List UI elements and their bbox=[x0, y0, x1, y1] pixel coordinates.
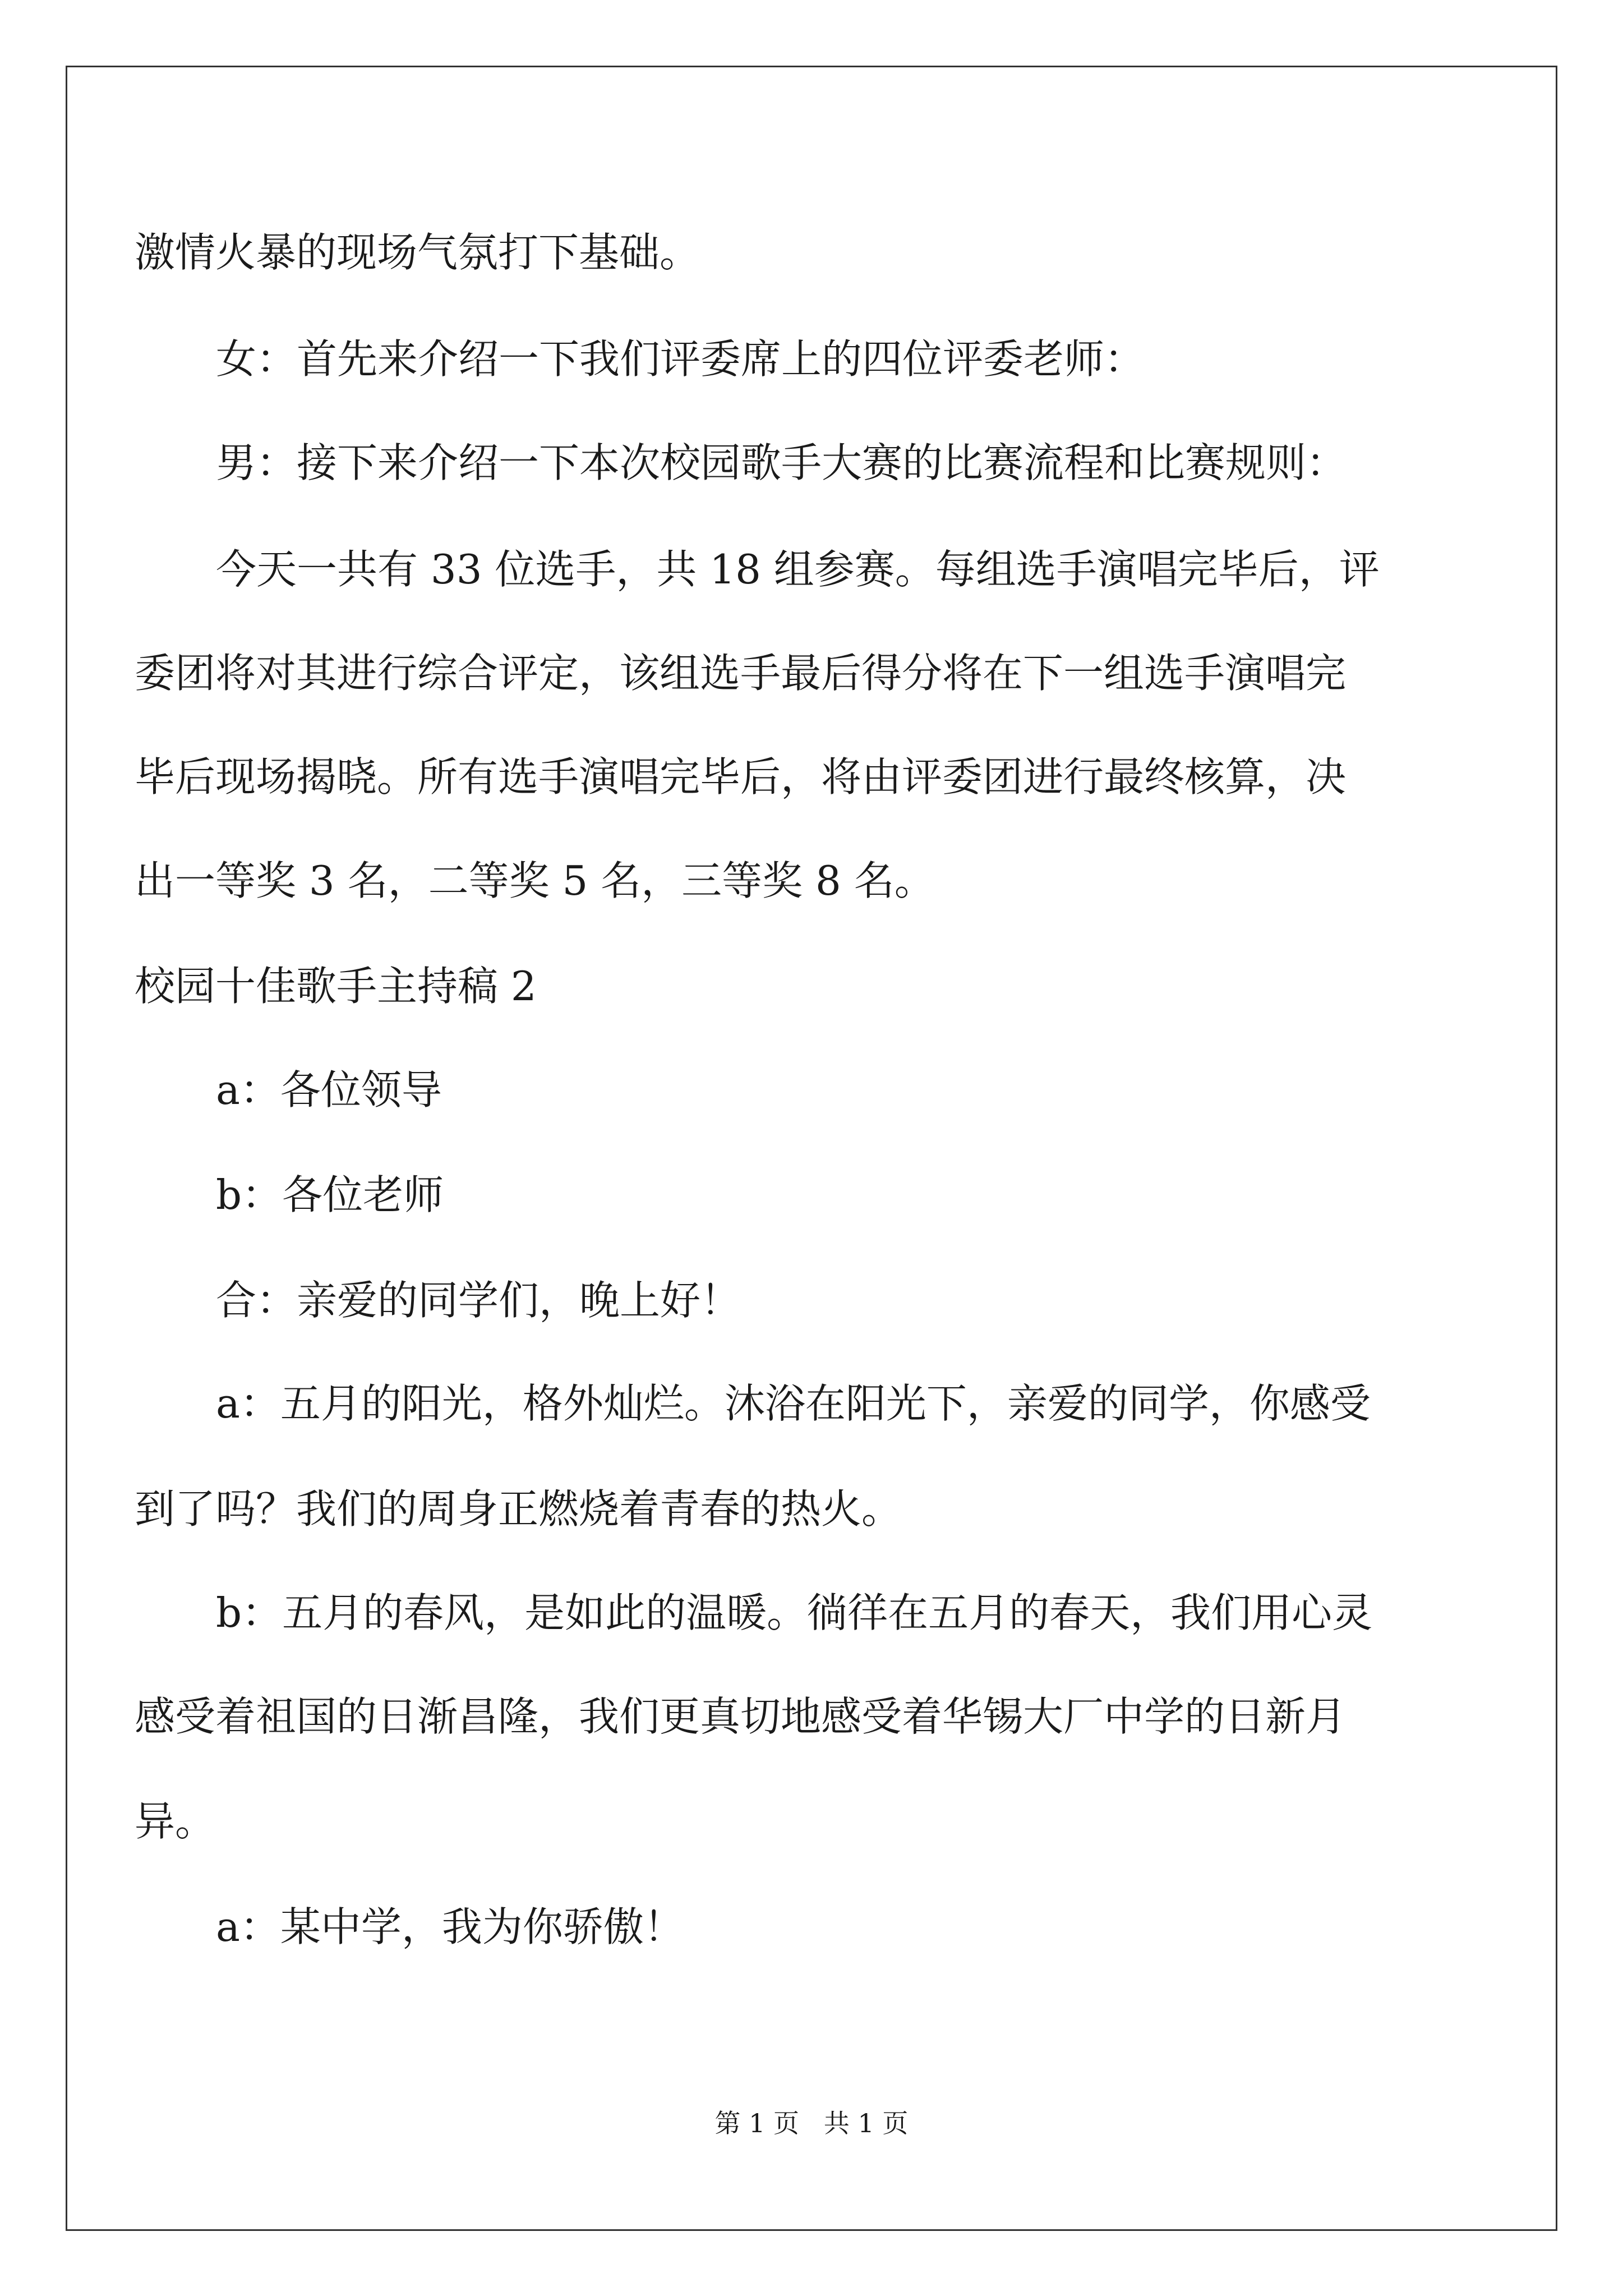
paragraph-line: 合：亲爱的同学们，晚上好！ bbox=[216, 1277, 741, 1324]
paragraph-line: 委团将对其进行综合评定，该组选手最后得分将在下一组选手演唱完 bbox=[135, 650, 1347, 697]
paragraph-line: b：五月的春风，是如此的温暖。徜徉在五月的春天，我们用心灵 bbox=[216, 1589, 1373, 1636]
page-number-footer: 第 1 页 共 1 页 bbox=[714, 2108, 909, 2138]
paragraph-line: b：各位老师 bbox=[216, 1171, 444, 1218]
paragraph-line: a：各位领导 bbox=[216, 1066, 442, 1114]
paragraph-line: 感受着祖国的日渐昌隆，我们更真切地感受着华锡大厂中学的日新月 bbox=[135, 1693, 1347, 1740]
paragraph-line: a：某中学，我为你骄傲！ bbox=[216, 1903, 684, 1950]
paragraph-line: 激情火暴的现场气氛打下基础。 bbox=[135, 229, 700, 276]
section-title: 校园十佳歌手主持稿 2 bbox=[135, 963, 537, 1010]
paragraph-line: 出一等奖 3 名，二等奖 5 名，三等奖 8 名。 bbox=[135, 857, 935, 904]
paragraph-line: 异。 bbox=[135, 1798, 216, 1845]
paragraph-line: a：五月的阳光，格外灿烂。沐浴在阳光下，亲爱的同学，你感受 bbox=[216, 1380, 1371, 1427]
paragraph-line: 毕后现场揭晓。所有选手演唱完毕后，将由评委团进行最终核算，决 bbox=[135, 753, 1347, 800]
paragraph-line: 女：首先来介绍一下我们评委席上的四位评委老师： bbox=[216, 335, 1145, 383]
paragraph-line: 今天一共有 33 位选手，共 18 组参赛。每组选手演唱完毕后，评 bbox=[216, 546, 1380, 593]
paragraph-line: 男：接下来介绍一下本次校园歌手大赛的比赛流程和比赛规则： bbox=[216, 439, 1347, 486]
paragraph-line: 到了吗？我们的周身正燃烧着青春的热火。 bbox=[135, 1485, 902, 1533]
